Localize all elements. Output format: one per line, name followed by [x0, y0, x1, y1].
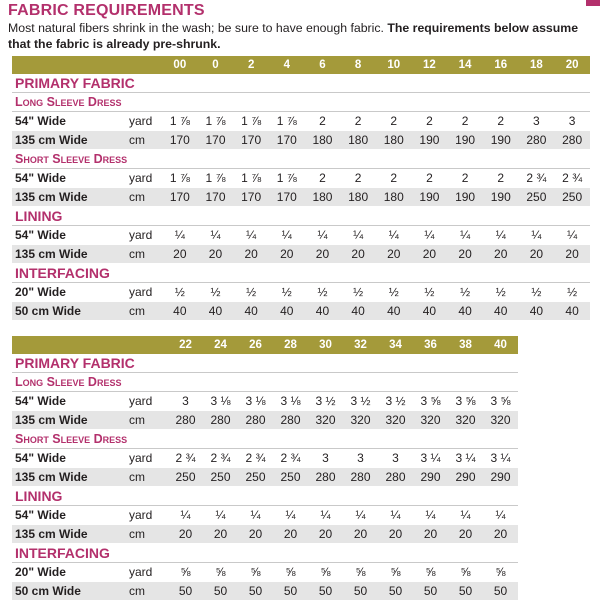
value-cell: 180	[305, 188, 341, 207]
row-label: 135 cm Wide	[12, 525, 125, 544]
value-cell: ⅝	[168, 563, 203, 582]
value-cell: 250	[519, 188, 555, 207]
intro-text	[8, 20, 588, 52]
value-cell: 2 ¾	[203, 449, 238, 468]
value-cell: 2 ¾	[519, 169, 555, 188]
value-cell: 320	[413, 411, 448, 430]
value-cell: 20	[233, 245, 269, 264]
value-cell: ½	[412, 283, 448, 302]
value-cell: 2	[483, 112, 519, 131]
page-title: FABRIC REQUIREMENTS	[8, 2, 205, 19]
row-label: 54" Wide	[12, 226, 125, 245]
table-row	[12, 468, 518, 487]
requirements-table-small-sizes	[12, 56, 590, 321]
row-label: 20" Wide	[12, 563, 125, 582]
value-cell: 170	[162, 131, 198, 150]
value-cell: 2	[305, 112, 341, 131]
value-cell: 3 ½	[343, 392, 378, 411]
value-cell: 3 ⅝	[448, 392, 483, 411]
table-row	[12, 226, 590, 245]
value-cell: 40	[198, 302, 234, 321]
value-cell: 2	[340, 112, 376, 131]
value-cell: 280	[519, 131, 555, 150]
table-row	[12, 411, 518, 430]
value-cell: 190	[447, 188, 483, 207]
value-cell: ⅝	[448, 563, 483, 582]
size-header-6: 6	[305, 56, 341, 74]
row-unit: cm	[125, 411, 168, 430]
row-unit: cm	[125, 468, 168, 487]
subsection-title: Short Sleeve Dress	[12, 150, 590, 169]
value-cell: ¼	[162, 226, 198, 245]
value-cell: 50	[448, 582, 483, 601]
row-unit: cm	[125, 188, 162, 207]
size-header-26: 26	[238, 336, 273, 354]
value-cell: 2	[447, 169, 483, 188]
value-cell: ½	[554, 283, 590, 302]
value-cell: ½	[483, 283, 519, 302]
value-cell: 2	[447, 112, 483, 131]
value-cell: 20	[305, 245, 341, 264]
size-header-22: 22	[168, 336, 203, 354]
row-label: 135 cm Wide	[12, 188, 125, 207]
table-row	[12, 112, 590, 131]
table-row	[12, 449, 518, 468]
section-primary-fabric	[12, 74, 590, 93]
size-header-36: 36	[413, 336, 448, 354]
value-cell: 3 ⅛	[238, 392, 273, 411]
row-unit: yard	[125, 112, 162, 131]
table-row	[12, 245, 590, 264]
value-cell: 280	[308, 468, 343, 487]
table-row	[12, 563, 518, 582]
section-primary-fabric	[12, 354, 518, 373]
value-cell: ⅝	[308, 563, 343, 582]
value-cell: 50	[343, 582, 378, 601]
section-title: PRIMARY FABRIC	[12, 74, 590, 93]
value-cell: ½	[376, 283, 412, 302]
value-cell: ¼	[340, 226, 376, 245]
value-cell: 190	[483, 131, 519, 150]
value-cell: ¼	[308, 506, 343, 525]
size-header-24: 24	[203, 336, 238, 354]
row-unit: yard	[125, 563, 168, 582]
value-cell: ¼	[483, 226, 519, 245]
value-cell: ¼	[447, 226, 483, 245]
value-cell: 50	[413, 582, 448, 601]
value-cell: 40	[233, 302, 269, 321]
value-cell: 20	[269, 245, 305, 264]
value-cell: 20	[203, 525, 238, 544]
value-cell: 20	[308, 525, 343, 544]
header-blank	[12, 56, 125, 74]
value-cell: 3	[554, 112, 590, 131]
table-row	[12, 188, 590, 207]
value-cell: 2	[483, 169, 519, 188]
table-row	[12, 392, 518, 411]
value-cell: 1 ⅞	[198, 169, 234, 188]
value-cell: 180	[376, 188, 412, 207]
row-label: 50 cm Wide	[12, 582, 125, 601]
value-cell: 3 ⅝	[483, 392, 518, 411]
subsection-short-sleeve-dress	[12, 430, 518, 449]
section-title: LINING	[12, 487, 518, 506]
value-cell: 2	[340, 169, 376, 188]
subsection-long-sleeve-dress	[12, 373, 518, 392]
header-blank	[125, 56, 162, 74]
value-cell: 290	[483, 468, 518, 487]
value-cell: 2	[305, 169, 341, 188]
value-cell: 50	[378, 582, 413, 601]
size-header-34: 34	[378, 336, 413, 354]
row-label: 54" Wide	[12, 169, 125, 188]
size-header-28: 28	[273, 336, 308, 354]
value-cell: ¼	[412, 226, 448, 245]
value-cell: 320	[483, 411, 518, 430]
row-label: 135 cm Wide	[12, 411, 125, 430]
value-cell: 280	[238, 411, 273, 430]
value-cell: 320	[448, 411, 483, 430]
value-cell: ¼	[413, 506, 448, 525]
table-row	[12, 131, 590, 150]
value-cell: 190	[447, 131, 483, 150]
size-header-18: 18	[519, 56, 555, 74]
size-header-row	[12, 56, 590, 74]
value-cell: 3 ¼	[448, 449, 483, 468]
row-label: 54" Wide	[12, 392, 125, 411]
value-cell: 250	[168, 468, 203, 487]
row-label: 135 cm Wide	[12, 131, 125, 150]
value-cell: 250	[554, 188, 590, 207]
value-cell: 20	[412, 245, 448, 264]
row-unit: cm	[125, 582, 168, 601]
size-header-30: 30	[308, 336, 343, 354]
value-cell: 2	[412, 112, 448, 131]
value-cell: 2 ¾	[554, 169, 590, 188]
value-cell: 320	[308, 411, 343, 430]
value-cell: 290	[448, 468, 483, 487]
value-cell: ¼	[238, 506, 273, 525]
value-cell: 40	[519, 302, 555, 321]
value-cell: 280	[168, 411, 203, 430]
table-row	[12, 283, 590, 302]
table-row	[12, 525, 518, 544]
value-cell: ¼	[554, 226, 590, 245]
subsection-long-sleeve-dress	[12, 93, 590, 112]
value-cell: 40	[412, 302, 448, 321]
value-cell: 20	[273, 525, 308, 544]
value-cell: 20	[413, 525, 448, 544]
value-cell: 280	[554, 131, 590, 150]
value-cell: 20	[483, 525, 518, 544]
value-cell: 170	[198, 131, 234, 150]
value-cell: 170	[269, 188, 305, 207]
value-cell: 180	[305, 131, 341, 150]
value-cell: 250	[203, 468, 238, 487]
value-cell: ¼	[198, 226, 234, 245]
value-cell: 3 ⅝	[413, 392, 448, 411]
header-blank	[12, 336, 125, 354]
value-cell: 1 ⅞	[269, 112, 305, 131]
value-cell: 2	[412, 169, 448, 188]
row-label: 54" Wide	[12, 506, 125, 525]
subsection-title: Long Sleeve Dress	[12, 93, 590, 112]
value-cell: 40	[447, 302, 483, 321]
value-cell: 40	[305, 302, 341, 321]
value-cell: ⅝	[343, 563, 378, 582]
value-cell: ¼	[483, 506, 518, 525]
value-cell: ¼	[519, 226, 555, 245]
value-cell: ½	[162, 283, 198, 302]
section-title: LINING	[12, 207, 590, 226]
intro-bold: The requirements below assume that the fabric is already pre-shrunk.	[8, 21, 579, 51]
value-cell: 3 ½	[308, 392, 343, 411]
value-cell: ¼	[233, 226, 269, 245]
value-cell: 3 ¼	[483, 449, 518, 468]
value-cell: 20	[162, 245, 198, 264]
value-cell: 1 ⅞	[233, 169, 269, 188]
value-cell: 20	[554, 245, 590, 264]
section-title: INTERFACING	[12, 544, 518, 563]
value-cell: 1 ⅞	[162, 112, 198, 131]
value-cell: 170	[233, 131, 269, 150]
value-cell: ¼	[343, 506, 378, 525]
value-cell: 280	[203, 411, 238, 430]
subsection-title: Long Sleeve Dress	[12, 373, 518, 392]
value-cell: ⅝	[413, 563, 448, 582]
intro-normal: Most natural fibers shrink in the wash; be sure to have enough fabric.	[8, 21, 388, 35]
row-label: 54" Wide	[12, 449, 125, 468]
size-header-40: 40	[483, 336, 518, 354]
value-cell: 280	[343, 468, 378, 487]
value-cell: 290	[413, 468, 448, 487]
value-cell: 20	[340, 245, 376, 264]
row-unit: cm	[125, 525, 168, 544]
size-header-0: 0	[198, 56, 234, 74]
value-cell: 2	[376, 112, 412, 131]
value-cell: 50	[273, 582, 308, 601]
value-cell: 50	[308, 582, 343, 601]
requirements-table-large-sizes	[12, 336, 518, 601]
value-cell: 40	[340, 302, 376, 321]
size-header-20: 20	[554, 56, 590, 74]
value-cell: 2 ¾	[273, 449, 308, 468]
value-cell: 20	[448, 525, 483, 544]
value-cell: 20	[519, 245, 555, 264]
size-header-2: 2	[233, 56, 269, 74]
value-cell: 20	[168, 525, 203, 544]
value-cell: ½	[269, 283, 305, 302]
value-cell: 3	[168, 392, 203, 411]
size-header-00: 00	[162, 56, 198, 74]
value-cell: ½	[447, 283, 483, 302]
row-unit: yard	[125, 506, 168, 525]
section-interfacing	[12, 264, 590, 283]
value-cell: 3 ½	[378, 392, 413, 411]
value-cell: ½	[519, 283, 555, 302]
value-cell: 40	[554, 302, 590, 321]
row-label: 20" Wide	[12, 283, 125, 302]
section-interfacing	[12, 544, 518, 563]
size-header-16: 16	[483, 56, 519, 74]
value-cell: ½	[340, 283, 376, 302]
value-cell: ⅝	[483, 563, 518, 582]
value-cell: 1 ⅞	[233, 112, 269, 131]
value-cell: 20	[483, 245, 519, 264]
value-cell: 250	[238, 468, 273, 487]
value-cell: 190	[412, 188, 448, 207]
size-header-8: 8	[340, 56, 376, 74]
value-cell: 20	[447, 245, 483, 264]
size-header-32: 32	[343, 336, 378, 354]
value-cell: 50	[483, 582, 518, 601]
value-cell: 3	[343, 449, 378, 468]
value-cell: 250	[273, 468, 308, 487]
value-cell: 3	[378, 449, 413, 468]
value-cell: ¼	[269, 226, 305, 245]
value-cell: ¼	[448, 506, 483, 525]
row-unit: cm	[125, 245, 162, 264]
value-cell: ¼	[273, 506, 308, 525]
value-cell: 40	[162, 302, 198, 321]
value-cell: 20	[343, 525, 378, 544]
table-row	[12, 169, 590, 188]
table-row	[12, 302, 590, 321]
value-cell: 2 ¾	[168, 449, 203, 468]
table-row	[12, 506, 518, 525]
row-label: 135 cm Wide	[12, 468, 125, 487]
value-cell: 20	[238, 525, 273, 544]
row-unit: cm	[125, 302, 162, 321]
value-cell: ⅝	[238, 563, 273, 582]
row-unit: yard	[125, 169, 162, 188]
value-cell: 1 ⅞	[198, 112, 234, 131]
value-cell: ½	[198, 283, 234, 302]
section-title: INTERFACING	[12, 264, 590, 283]
value-cell: 50	[168, 582, 203, 601]
value-cell: 190	[483, 188, 519, 207]
value-cell: 3	[519, 112, 555, 131]
value-cell: 3	[308, 449, 343, 468]
value-cell: ¼	[203, 506, 238, 525]
value-cell: 3 ¼	[413, 449, 448, 468]
row-label: 135 cm Wide	[12, 245, 125, 264]
value-cell: 40	[483, 302, 519, 321]
value-cell: ¼	[168, 506, 203, 525]
row-unit: yard	[125, 283, 162, 302]
value-cell: 1 ⅞	[162, 169, 198, 188]
value-cell: 280	[273, 411, 308, 430]
value-cell: 170	[269, 131, 305, 150]
size-header-row	[12, 336, 518, 354]
header-blank	[125, 336, 168, 354]
value-cell: 170	[198, 188, 234, 207]
value-cell: 180	[340, 131, 376, 150]
value-cell: 1 ⅞	[269, 169, 305, 188]
row-unit: yard	[125, 226, 162, 245]
size-header-12: 12	[412, 56, 448, 74]
size-header-38: 38	[448, 336, 483, 354]
value-cell: 320	[343, 411, 378, 430]
subsection-title: Short Sleeve Dress	[12, 430, 518, 449]
value-cell: 40	[269, 302, 305, 321]
value-cell: 320	[378, 411, 413, 430]
row-label: 54" Wide	[12, 112, 125, 131]
section-lining	[12, 487, 518, 506]
subsection-short-sleeve-dress	[12, 150, 590, 169]
value-cell: 180	[376, 131, 412, 150]
value-cell: 170	[233, 188, 269, 207]
value-cell: ¼	[305, 226, 341, 245]
value-cell: 50	[238, 582, 273, 601]
row-label: 50 cm Wide	[12, 302, 125, 321]
value-cell: 20	[376, 245, 412, 264]
value-cell: ¼	[378, 506, 413, 525]
value-cell: ½	[233, 283, 269, 302]
value-cell: 3 ⅛	[273, 392, 308, 411]
value-cell: 170	[162, 188, 198, 207]
row-unit: cm	[125, 131, 162, 150]
value-cell: 190	[412, 131, 448, 150]
value-cell: 2	[376, 169, 412, 188]
value-cell: ⅝	[378, 563, 413, 582]
size-header-14: 14	[447, 56, 483, 74]
value-cell: 20	[198, 245, 234, 264]
value-cell: 20	[378, 525, 413, 544]
value-cell: ½	[305, 283, 341, 302]
section-title: PRIMARY FABRIC	[12, 354, 518, 373]
corner-accent-tab	[586, 0, 600, 6]
size-header-10: 10	[376, 56, 412, 74]
value-cell: 2 ¾	[238, 449, 273, 468]
value-cell: 50	[203, 582, 238, 601]
value-cell: 3 ⅛	[203, 392, 238, 411]
table-row	[12, 582, 518, 601]
value-cell: 40	[376, 302, 412, 321]
row-unit: yard	[125, 392, 168, 411]
value-cell: 180	[340, 188, 376, 207]
value-cell: ¼	[376, 226, 412, 245]
value-cell: 280	[378, 468, 413, 487]
value-cell: ⅝	[273, 563, 308, 582]
section-lining	[12, 207, 590, 226]
row-unit: yard	[125, 449, 168, 468]
value-cell: ⅝	[203, 563, 238, 582]
size-header-4: 4	[269, 56, 305, 74]
